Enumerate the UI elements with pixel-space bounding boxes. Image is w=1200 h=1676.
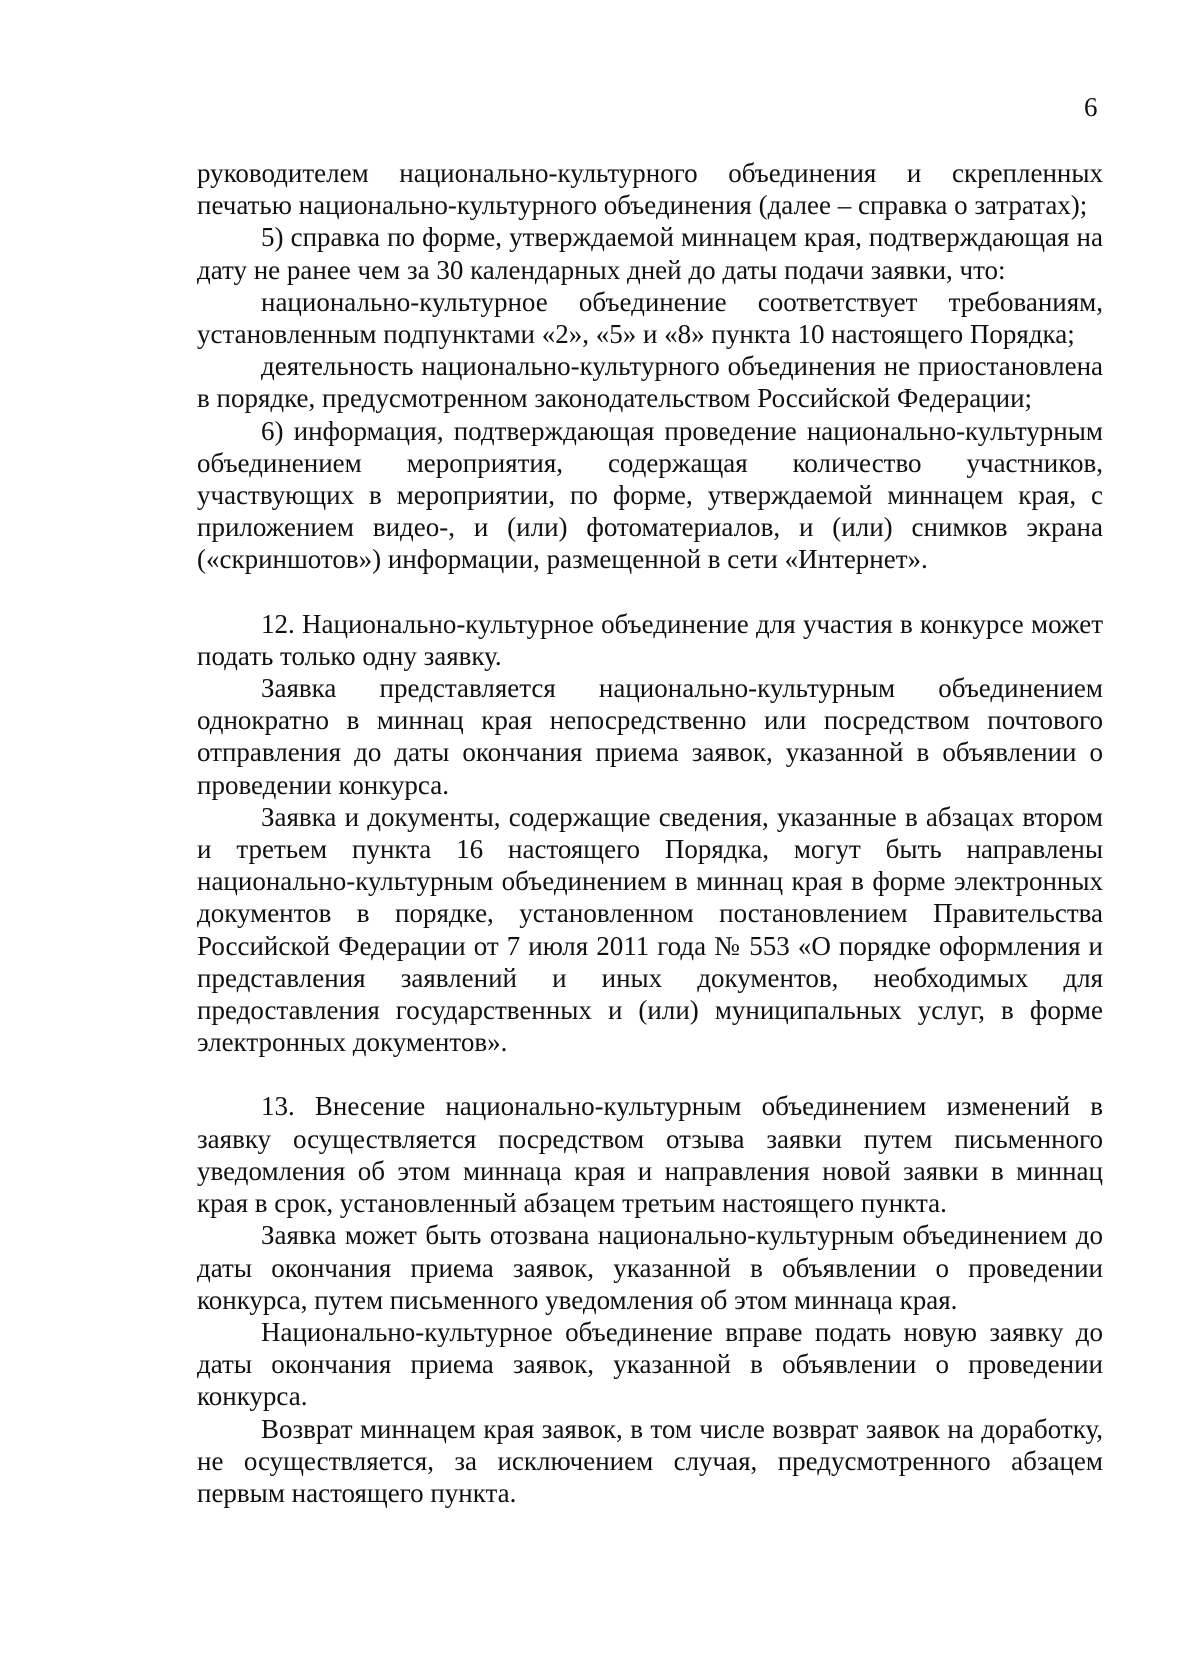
paragraph-item-6: 6) информация, подтверждающая проведение национально-культурным объединением мероприятия, содержащая количество участников, участвующих в мероприятии, по форме, утверждаемой миннацем края, с приложением видео-, и (или) фотоматериалов, и (или) снимков экрана («скриншотов») информации, размещенной в сети «Интернет». xyxy=(197,415,1103,575)
paragraph-section-12-submission: Заявка представляется национально-культурным объединением однократно в миннац края непосредственно или посредством почтового отправления до даты окончания приема заявок, указанной в объявлении о проведении конкурса. xyxy=(197,673,1103,800)
paragraph-section-13-new-application: Национально-культурное объединение вправе подать новую заявку до даты окончания приема заявок, указанной в объявлении о проведении конкурса. xyxy=(197,1316,1103,1412)
paragraph-section-13-withdrawal: Заявка может быть отозвана национально-культурным объединением до даты окончания приема заявок, указанной в объявлении о проведении конкурса, путем письменного уведомления об этом миннаца края. xyxy=(197,1220,1103,1315)
document-body xyxy=(197,157,1103,1509)
paragraph-section-13: 13. Внесение национально-культурным объединением изменений в заявку осуществляется посредством отзыва заявки путем письменного уведомления об этом миннаца края и направления новой заявки в миннац края в срок, установленный абзацем третьим настоящего пункта. xyxy=(197,1091,1103,1219)
paragraph-section-12-electronic: Заявка и документы, содержащие сведения, указанные в абзацах втором и третьем пункта 16 настоящего Порядка, могут быть направлены национально-культурным объединением в миннац края в форме электронных документов в порядке, установленном постановлением Правительства Российской Федерации от 7 июля 2011 года № 553 «О порядке оформления и представления заявлений и иных документов, необходимых для предоставления государственных и (или) муниципальных услуг, в форме электронных документов». xyxy=(197,801,1103,1058)
paragraph-item-5: 5) справка по форме, утверждаемой миннацем края, подтверждающая на дату не ранее чем за 30 календарных дней до даты подачи заявки, что: xyxy=(197,222,1103,285)
paragraph-continuation: руководителем национально-культурного объединения и скрепленных печатью национально-культурного объединения (далее – справка о затратах); xyxy=(197,158,1103,221)
paragraph-section-12: 12. Национально-культурное объединение для участия в конкурсе может подать только одну заявку. xyxy=(197,608,1103,671)
paragraph-item-5-condition-1: национально-культурное объединение соответствует требованиям, установленным подпунктами «2», «5» и «8» пункта 10 настоящего Порядка; xyxy=(197,286,1103,350)
page-number: 6 xyxy=(1084,92,1098,122)
paragraph-section-13-no-return: Возврат миннацем края заявок, в том числе возврат заявок на доработку, не осуществляется, за исключением случая, предусмотренного абзацем первым настоящего пункта. xyxy=(197,1413,1103,1508)
paragraph-item-5-condition-2: деятельность национально-культурного объединения не приостановлена в порядке, предусмотренном законодательством Российской Федерации; xyxy=(197,351,1103,414)
